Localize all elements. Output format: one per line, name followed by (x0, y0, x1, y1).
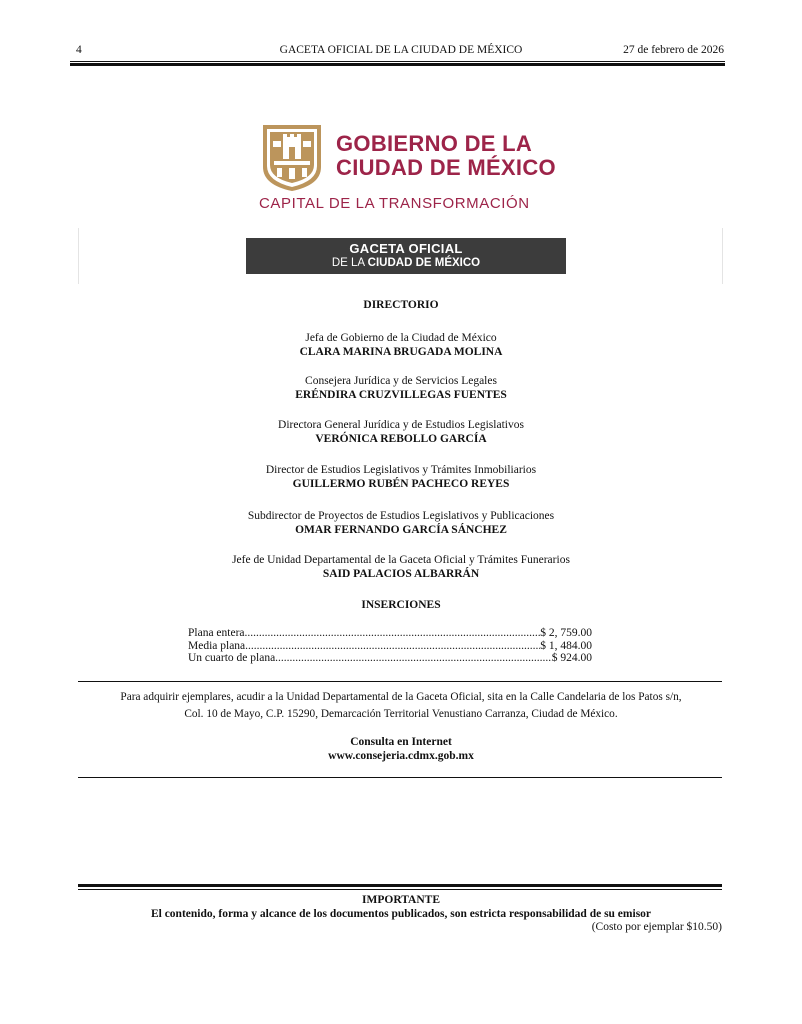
internet-url[interactable]: www.consejeria.cdmx.gob.mx (328, 750, 474, 762)
dot-leader (245, 640, 540, 653)
directory-entry (0, 509, 802, 537)
important-title: IMPORTANTE (362, 894, 440, 906)
acquire-line2: Col. 10 de Mayo, C.P. 15290, Demarcación Territorial Venustiano Carranza, Ciudad de México. (184, 708, 618, 720)
dot-leader (245, 627, 541, 640)
entry-name: VERÓNICA REBOLLO GARCÍA (315, 433, 487, 445)
dot-leader (275, 652, 552, 665)
entry-name: SAID PALACIOS ALBARRÁN (322, 568, 480, 580)
insertions-title: INSERCIONES (361, 599, 441, 611)
acquire-line1: Para adquirir ejemplares, acudir a la Unidad Departamental de la Gaceta Oficial, sita en la Calle Candelaria de los Patos s/n, (120, 691, 682, 703)
acquire-notice (0, 690, 802, 721)
entry-position: Subdirector de Proyectos de Estudios Legislativos y Publicaciones (247, 510, 555, 522)
entry-name: ERÉNDIRA CRUZVILLEGAS FUENTES (295, 389, 507, 401)
rate-amount: $ 2, 759.00 (540, 627, 592, 639)
rate-row (188, 652, 592, 665)
directory-entry (0, 463, 802, 491)
section-rule (78, 681, 722, 682)
banner-divider-right (722, 228, 723, 284)
entry-name: OMAR FERNANDO GARCÍA SÁNCHEZ (295, 524, 507, 536)
logo-tagline: CAPITAL DE LA TRANSFORMACIÓN (259, 195, 530, 212)
copy-cost: (Costo por ejemplar $10.50) (591, 921, 722, 933)
rate-label: Plana entera (188, 627, 245, 639)
publication-title: GACETA OFICIAL DE LA CIUDAD DE MÉXICO (279, 44, 523, 56)
entry-name: CLARA MARINA BRUGADA MOLINA (299, 346, 503, 358)
section-rule (78, 777, 722, 778)
internet-block (0, 735, 802, 763)
footer-rule-thick (78, 884, 722, 887)
rate-amount: $ 1, 484.00 (540, 639, 592, 652)
directory-entry (0, 553, 802, 581)
rate-row (188, 640, 592, 653)
logo-line1: GOBIERNO DE LA (336, 131, 533, 156)
logo-line2: CIUDAD DE MÉXICO (336, 155, 556, 180)
entry-position: Consejera Jurídica y de Servicios Legales (305, 375, 497, 387)
header-rule (70, 61, 725, 62)
rates-list (188, 627, 592, 665)
directory-entry (0, 331, 802, 359)
header-rule-thick (70, 63, 725, 66)
directory-entry (0, 374, 802, 402)
cdmx-emblem-icon (261, 123, 323, 193)
entry-position: Jefe de Unidad Departamental de la Gaceta Oficial y Trámites Funerarios (232, 554, 570, 566)
logo-wordmark (336, 132, 556, 180)
banner-title: GACETA OFICIAL (349, 241, 463, 256)
footer-rule (78, 889, 722, 890)
entry-position: Directora General Jurídica y de Estudios Legislativos (278, 419, 524, 431)
publication-date: 27 de febrero de 2026 (623, 44, 724, 56)
banner-divider-left (78, 228, 79, 284)
entry-position: Jefa de Gobierno de la Ciudad de México (305, 332, 497, 344)
important-text: El contenido, forma y alcance de los documentos publicados, son estricta responsabilidad de su emisor (150, 908, 652, 920)
rate-amount: $ 924.00 (551, 652, 592, 665)
rate-label: Media plana (188, 639, 246, 652)
gazette-banner (246, 238, 566, 274)
directory-entry (0, 418, 802, 446)
internet-label: Consulta en Internet (350, 736, 452, 748)
rate-row (188, 627, 592, 640)
banner-subtitle: DE LA CIUDAD DE MÉXICO (331, 257, 481, 269)
entry-name: GUILLERMO RUBÉN PACHECO REYES (292, 478, 510, 490)
entry-position: Director de Estudios Legislativos y Trámites Inmobiliarios (265, 464, 537, 476)
page-number: 4 (76, 44, 82, 56)
directory-title: DIRECTORIO (363, 299, 439, 311)
rate-label: Un cuarto de plana (188, 652, 276, 665)
